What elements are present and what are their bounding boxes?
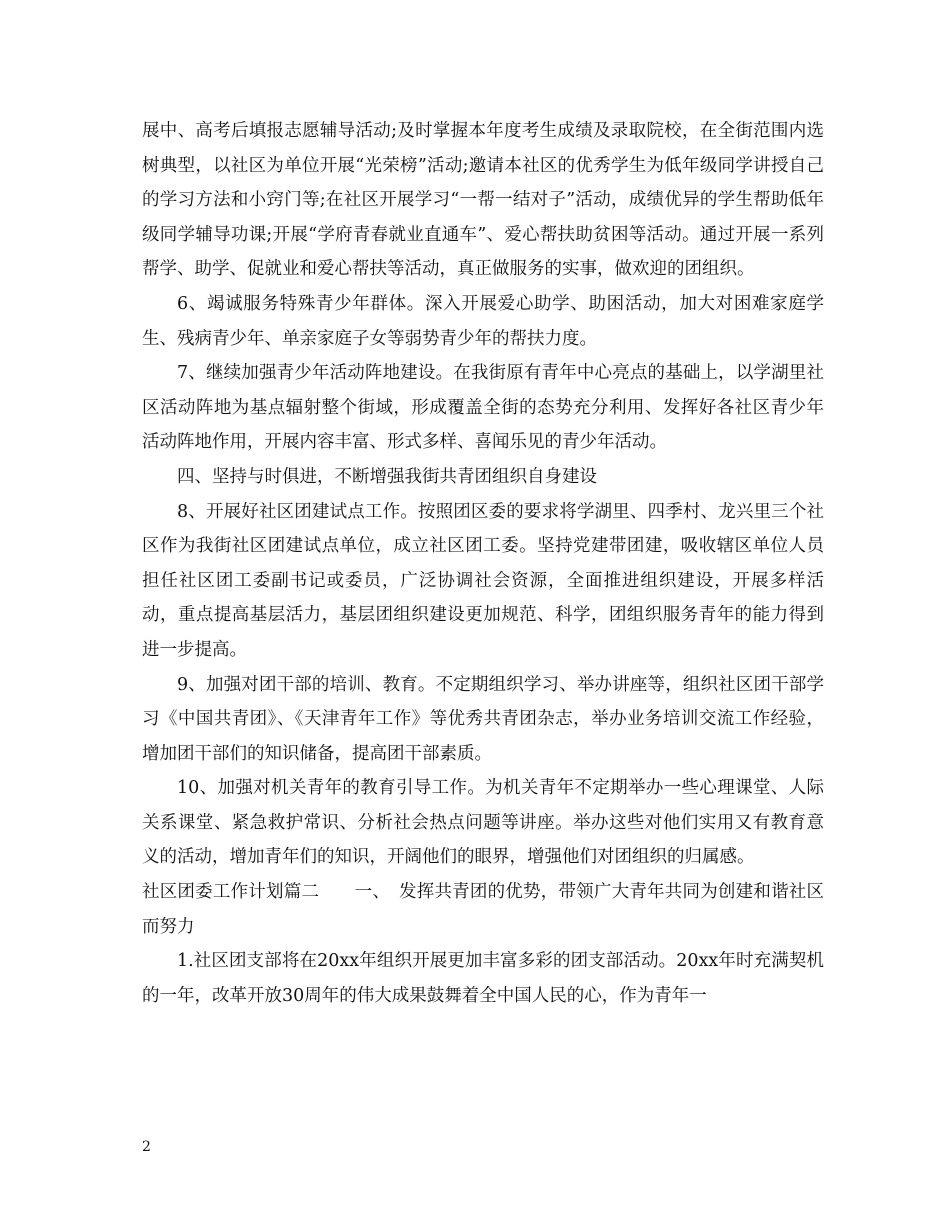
document-body [142, 114, 824, 1013]
paragraph-4: 8、开展好社区团建试点工作。按照团区委的要求将学湖里、四季村、龙兴里三个社区作为我街社区团建试点单位，成立社区团工委。坚持党建带团建，吸收辖区单位人员担任社区团工委副书记或委员，广泛协调社会资源，全面推进组织建设，开展多样活动，重点提高基层活力，基层团组织建设更加规范、科学，团组织服务青年的能力得到进一步提高。 [142, 501, 824, 660]
paragraph-3: 7、继续加强青少年活动阵地建设。在我街原有青年中心亮点的基础上，以学湖里社区活动阵地为基点辐射整个街域，形成覆盖全街的态势充分利用、发挥好各社区青少年活动阵地作用，开展内容丰富、形式多样、喜闻乐见的青少年活动。 [142, 363, 824, 453]
plan-two-heading: 社区团委工作计划篇二 一、 发挥共青团的优势，带领广大青年共同为创建和谐社区而努力 [142, 882, 824, 937]
paragraph-2: 6、竭诚服务特殊青少年群体。深入开展爱心助学、助困活动，加大对困难家庭学生、残病青少年、单亲家庭子女等弱势青少年的帮扶力度。 [142, 293, 824, 349]
paragraph-1: 展中、高考后填报志愿辅导活动;及时掌握本年度考生成绩及录取院校，在全街范围内选树典型，以社区为单位开展“光荣榜”活动;邀请本社区的优秀学生为低年级同学讲授自己的学习方法和小窍门等;在社区开展学习“一帮一结对子”活动，成绩优异的学生帮助低年级同学辅导功课;开展“学府青春就业直通车”、爱心帮扶助贫困等活动。通过开展一系列帮学、助学、促就业和爱心帮扶等活动，真正做服务的实事，做欢迎的团组织。 [142, 121, 824, 280]
page-number: 2 [142, 1139, 151, 1155]
paragraph-6: 10、加强对机关青年的教育引导工作。为机关青年不定期举办一些心理课堂、人际关系课堂、紧急救护常识、分析社会热点问题等讲座。举办这些对他们实用又有教育意义的活动，增加青年们的知识，开阔他们的眼界，增强他们对团组织的归属感。 [142, 778, 824, 868]
paragraph-7: 1.社区团支部将在20xx年组织开展更加丰富多彩的团支部活动。20xx年时充满契机的一年，改革开放30周年的伟大成果鼓舞着全中国人民的心，作为青年一 [142, 951, 824, 1006]
section-heading: 四、坚持与时俱进，不断增强我街共青团组织自身建设 [177, 466, 597, 487]
paragraph-5: 9、加强对团干部的培训、教育。不定期组织学习、举办讲座等，组织社区团干部学习《中国共青团》、《天津青年工作》等优秀共青团杂志，举办业务培训交流工作经验，增加团干部们的知识储备，提高团干部素质。 [142, 674, 824, 764]
